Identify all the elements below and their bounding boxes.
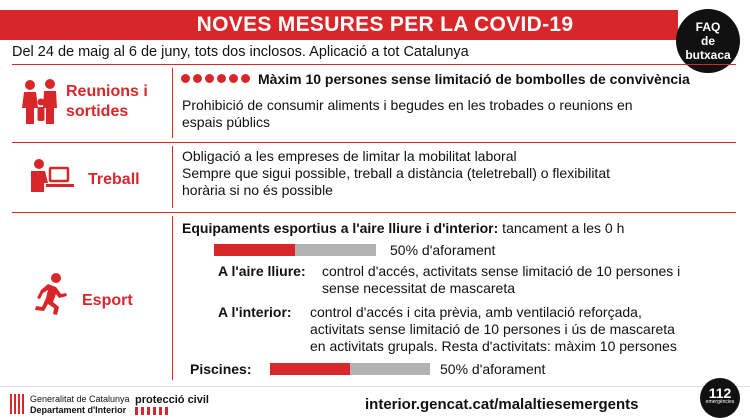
capacity-bar [214,244,376,256]
faq-badge-line1: FAQ [695,20,721,34]
indoor-text [310,304,677,355]
capacity-bar-fill [214,244,295,256]
gencat-line2: Departament d'Interior [30,405,127,415]
esport-equipaments-bold: Equipaments esportius a l'aire lliure i d'interior: [182,220,499,236]
treball-line1: Obligació a les empreses de limitar la mobilitat laboral [182,148,517,164]
page-title: NOVES MESURES PER LA COVID-19 [196,13,574,36]
emergency-112-badge [700,378,740,418]
proteccio-civil-bars-icon [135,407,168,415]
indoor-label: A l'interior: [218,304,292,320]
section-divider-top [12,64,736,65]
proteccio-civil-logo: protecció civil [135,394,209,406]
indoor-line1: control d'accés i cita prèvia, amb ventilació reforçada, [310,304,642,320]
section-divider-treball [12,212,736,213]
reunions-prohibition [182,97,633,131]
person-dot [241,74,250,83]
section-label-treball: Treball [88,171,140,188]
gencat-line1: Generalitat de Catalunya [30,394,130,404]
outdoor-label: A l'aire lliure: [218,263,306,279]
treball-line2: Sempre que sigui possible, treball a distància (teletreball) o flexibilitat [182,165,610,181]
treball-line3: horària si no és possible [182,182,333,198]
emergency-112-sub: emergències [705,399,735,405]
indoor-line3: en activitats grupals. Resta d'activitats: màxim 10 persones [310,338,677,354]
outdoor-line1: control d'accés, activitats sense limitació de 10 persones i [322,263,681,279]
footer-url-link[interactable]: interior.gencat.cat/malaltiesemergents [365,396,639,413]
pools-capacity-bar-fill [270,363,350,375]
section-label-esport: Esport [82,292,133,309]
section-label-reunions-line2: sortides [66,103,129,120]
gencat-logo-text [30,394,130,416]
treball-text [182,148,610,199]
emergency-112-number: 112 [708,385,732,401]
family-icon [22,78,62,126]
person-dot [205,74,214,83]
esport-equipaments [182,220,624,237]
person-dot [193,74,202,83]
outdoor-line2: sense necessitat de mascareta [322,280,515,296]
section-divider-reunions [12,142,736,143]
person-dot [181,74,190,83]
page-subtitle: Del 24 de maig al 6 de juny, tots dos inclosos. Aplicació a tot Catalunya [12,44,469,60]
reunions-prohibition-line2: espais públics [182,114,270,130]
pools-capacity-label: 50% d'aforament [440,361,546,377]
capacity-label: 50% d'aforament [390,242,496,258]
person-dot [217,74,226,83]
vertical-rule-treball [172,146,173,208]
reunions-max-people: Màxim 10 persones sense limitació de bombolles de convivència [258,71,690,87]
section-label-reunions-line1: Reunions i [66,83,148,100]
runner-icon [30,272,68,316]
footer-divider [0,386,750,387]
laptop-worker-icon [28,158,76,194]
vertical-rule-esport [172,216,173,380]
faq-badge-line2: de [700,34,715,48]
gencat-logo-icon [10,394,24,414]
vertical-rule-reunions [172,68,173,138]
indoor-line2: activitats sense limitació de 10 persones i ús de mascareta [310,321,675,337]
pools-label: Piscines: [190,361,252,377]
section-label-reunions [66,82,148,122]
reunions-prohibition-line1: Prohibició de consumir aliments i begudes en les trobades o reunions en [182,97,633,113]
outdoor-text [322,263,680,297]
person-dot [229,74,238,83]
faq-badge-line3: butxaca [685,48,731,62]
esport-equipaments-rest: tancament a les 0 h [498,220,625,236]
pools-capacity-bar [270,363,430,375]
people-dots [181,74,250,83]
